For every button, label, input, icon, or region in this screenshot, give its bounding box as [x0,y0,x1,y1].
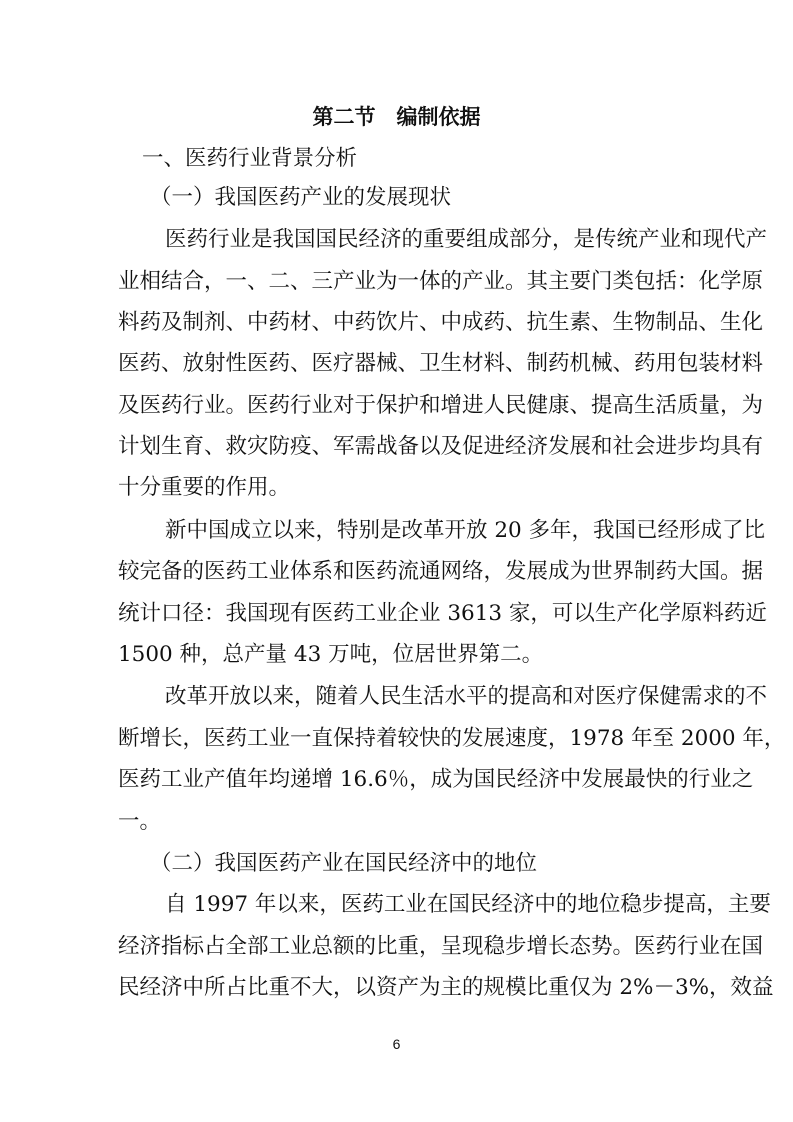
paragraph-line: 新中国成立以来，特别是改革开放 20 多年，我国已经形成了比 [165,518,766,543]
paragraph-line: 改革开放以来，随着人民生活水平的提高和对医疗保健需求的不 [165,684,768,709]
page-number: 6 [392,1036,401,1052]
subheading-1: （一）我国医药产业的发展现状 [150,185,452,210]
paragraph-line: 民经济中所占比重不大，以资产为主的规模比重仅为 2%－3%，效益 [118,975,774,1000]
paragraph-line: 统计口径：我国现有医药工业企业 3613 家，可以生产化学原料药近 [118,601,767,626]
paragraph-line: 医药、放射性医药、医疗器械、卫生材料、制药机械、药用包装材料 [118,351,764,376]
paragraph-line: 医药工业产值年均递增 16.6％，成为国民经济中发展最快的行业之 [118,767,754,792]
subheading-2: （二）我国医药产业在国民经济中的地位 [150,851,538,876]
paragraph-line: 计划生育、救灾防疫、军需战备以及促进经济发展和社会进步均具有 [118,434,764,459]
heading-1: 一、医药行业背景分析 [142,146,358,171]
paragraph-line: 及医药行业。医药行业对于保护和增进人民健康、提高生活质量，为 [118,393,764,418]
paragraph-line: 医药行业是我国国民经济的重要组成部分，是传统产业和现代产 [165,227,768,252]
paragraph-line: 自 1997 年以来，医药工业在国民经济中的地位稳步提高，主要 [165,892,771,917]
section-title: 第二节 编制依据 [312,104,481,129]
paragraph-line: 断增长，医药工业一直保持着较快的发展速度，1978 年至 2000 年， [118,726,786,751]
paragraph-line: 料药及制剂、中药材、中药饮片、中成药、抗生素、生物制品、生化 [118,310,764,335]
paragraph-line: 较完备的医药工业体系和医药流通网络，发展成为世界制药大国。据 [118,559,764,584]
paragraph-line: 业相结合，一、二、三产业为一体的产业。其主要门类包括：化学原 [118,269,764,294]
paragraph-line: 一。 [118,809,162,834]
paragraph-line: 经济指标占全部工业总额的比重，呈现稳步增长态势。医药行业在国 [118,934,764,959]
paragraph-line: 1500 种，总产量 43 万吨，位居世界第二。 [118,642,544,667]
paragraph-line: 十分重要的作用。 [118,475,291,500]
